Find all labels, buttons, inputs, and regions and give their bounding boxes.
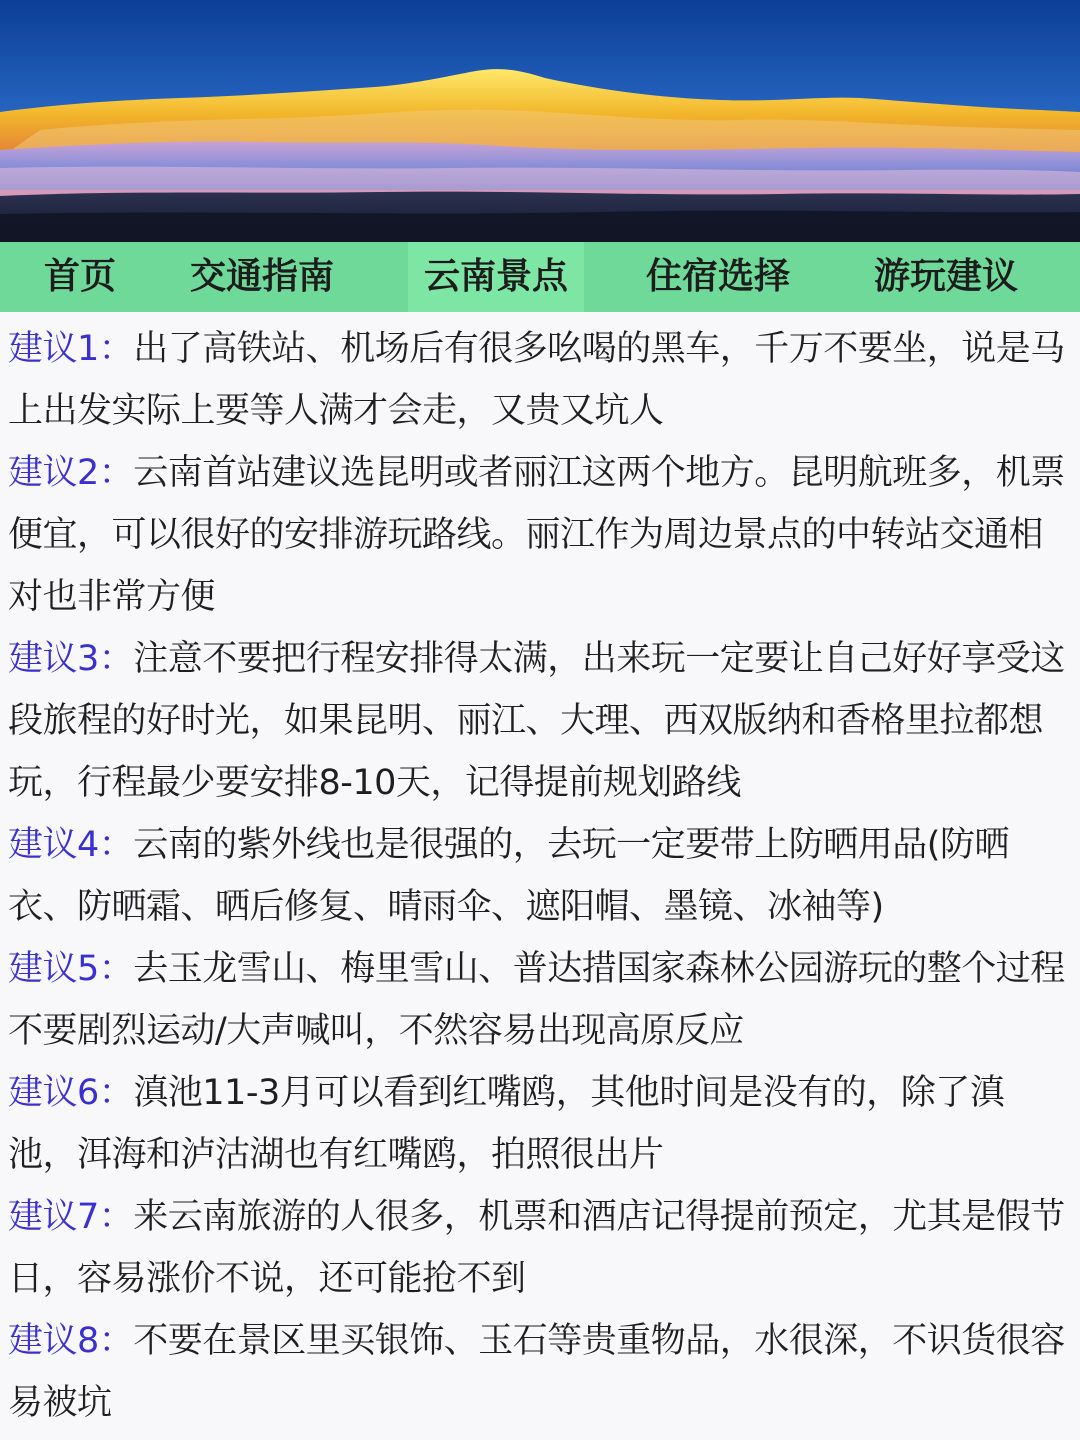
tip-label: 建议2： (8, 453, 134, 493)
tip-item (8, 318, 1072, 442)
nav-accommodation[interactable]: 住宿选择 (646, 256, 791, 297)
tip-text: 滇池11-3月可以看到红嘴鸥，其他时间是没有的，除了滇池，洱海和泸沽湖也有红嘴鸥，拍照很出片 (8, 1073, 1005, 1175)
tip-item (8, 1062, 1072, 1186)
tip-item (8, 442, 1072, 628)
mountain-landscape-illustration (0, 0, 1080, 242)
tip-label: 建议8： (8, 1321, 134, 1361)
tip-item (8, 814, 1072, 938)
tip-label: 建议4： (8, 825, 134, 865)
nav-travel-tips[interactable]: 游玩建议 (874, 256, 1019, 297)
nav-transport-guide[interactable]: 交通指南 (190, 256, 335, 297)
tip-item (8, 938, 1072, 1062)
tip-text: 云南的紫外线也是很强的，去玩一定要带上防晒用品(防晒衣、防晒霜、晒后修复、晴雨伞、遮阳帽、墨镜、冰袖等) (8, 825, 1009, 927)
tip-label: 建议5： (8, 949, 134, 989)
tip-text: 来云南旅游的人很多，机票和酒店记得提前预定，尤其是假节日，容易涨价不说，还可能抢不到 (8, 1197, 1065, 1299)
tip-label: 建议7： (8, 1197, 134, 1237)
tip-text: 注意不要把行程安排得太满，出来玩一定要让自己好好享受这段旅程的好时光，如果昆明、丽江、大理、西双版纳和香格里拉都想玩，行程最少要安排8-10天，记得提前规划路线 (8, 639, 1065, 803)
tips-list (8, 318, 1072, 1434)
tip-text: 出了高铁站、机场后有很多吆喝的黑车，千万不要坐，说是马上出发实际上要等人满才会走，又贵又坑人 (8, 329, 1065, 431)
tip-text: 去玉龙雪山、梅里雪山、普达措国家森林公园游玩的整个过程不要剧烈运动/大声喊叫，不然容易出现高原反应 (8, 949, 1065, 1051)
top-nav (0, 242, 1080, 312)
nav-yunnan-attractions[interactable]: 云南景点 (408, 242, 584, 312)
nav-home[interactable]: 首页 (44, 256, 117, 297)
tip-item (8, 1310, 1072, 1434)
tip-item (8, 1186, 1072, 1310)
tip-text: 不要在景区里买银饰、玉石等贵重物品，水很深，不识货很容易被坑 (8, 1321, 1065, 1423)
tip-label: 建议6： (8, 1073, 134, 1113)
hero-mountain-image (0, 0, 1080, 242)
tip-label: 建议1： (8, 329, 134, 369)
tip-item (8, 628, 1072, 814)
tip-text: 云南首站建议选昆明或者丽江这两个地方。昆明航班多，机票便宜，可以很好的安排游玩路线。丽江作为周边景点的中转站交通相对也非常方便 (8, 453, 1065, 617)
tip-label: 建议3： (8, 639, 134, 679)
